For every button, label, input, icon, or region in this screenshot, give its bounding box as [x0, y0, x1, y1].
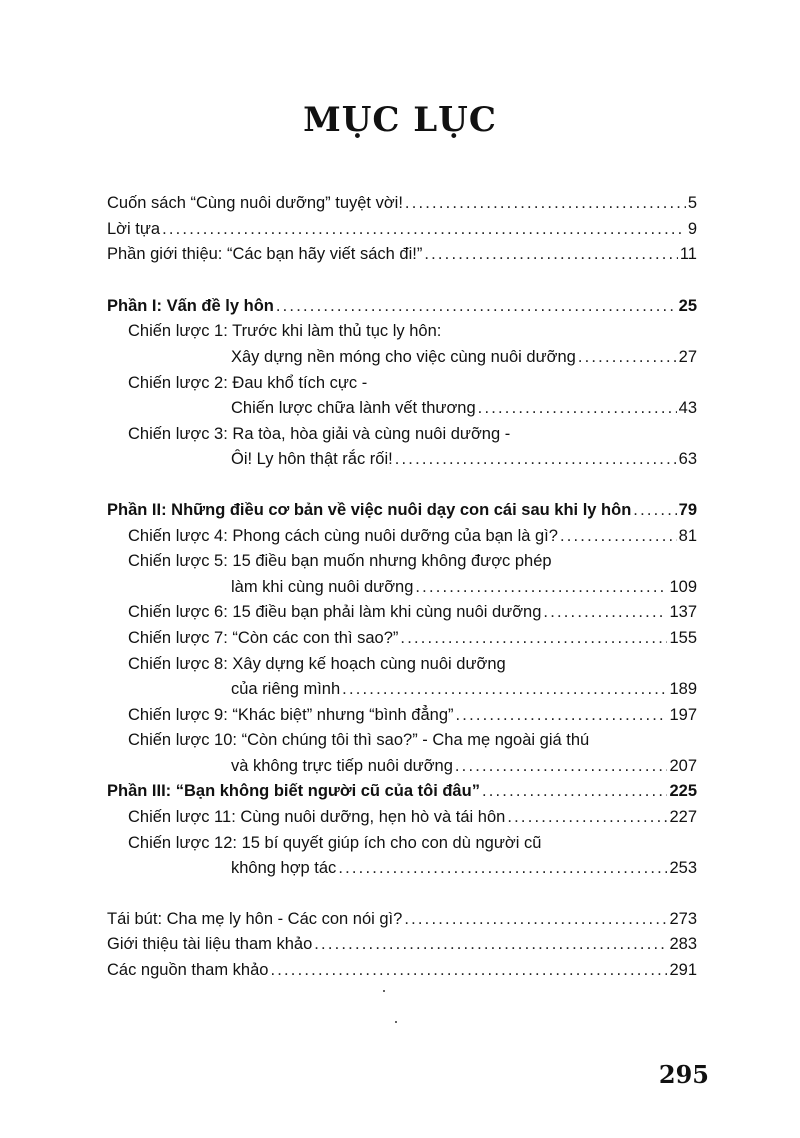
- toc-entry-label: Chiến lược 9: “Khác biệt” nhưng “bình đẳng”: [128, 705, 454, 724]
- toc-entry-page: 43: [678, 399, 697, 418]
- toc-entry-label: Lời tựa: [107, 219, 161, 238]
- toc-entry-label: Phần I: Vấn đề ly hôn: [107, 296, 274, 315]
- toc-entry-page: 5: [687, 194, 697, 212]
- toc-entry-page: 137: [669, 603, 697, 622]
- toc-entry[interactable]: [107, 958, 697, 984]
- toc-entry-page: 227: [669, 808, 697, 827]
- toc-entry-label: Chiến lược 10: “Còn chúng tôi thì sao?” - Cha mẹ ngoài giá thú: [128, 731, 590, 750]
- toc-chapter-line[interactable]: [107, 549, 697, 575]
- toc-chapter-line[interactable]: [107, 371, 697, 397]
- toc-entry[interactable]: [107, 907, 697, 933]
- toc-entry-label: Chiến lược 12: 15 bí quyết giúp ích cho con dù người cũ: [128, 833, 542, 852]
- toc-part-heading[interactable]: [107, 498, 697, 524]
- toc-entry-page: 11: [679, 245, 697, 264]
- toc-entry[interactable]: [107, 524, 697, 550]
- toc-entry[interactable]: [107, 626, 697, 652]
- toc-entry-page: 81: [678, 526, 697, 545]
- toc-entry-label: Chiến lược 3: Ra tòa, hòa giải và cùng nuôi dưỡng -: [128, 424, 511, 443]
- leader-dots: [560, 524, 677, 550]
- toc-entry-label: Chiến lược 5: 15 điều bạn muốn nhưng không được phép: [128, 552, 552, 571]
- toc-chapter-line[interactable]: [107, 831, 697, 857]
- toc-entry[interactable]: [107, 191, 697, 217]
- toc-entry[interactable]: [107, 396, 697, 422]
- toc-entry-label: Các nguồn tham khảo: [107, 961, 269, 980]
- toc-entry[interactable]: [107, 345, 697, 371]
- toc-entry-page: 283: [669, 935, 697, 954]
- leader-dots: [424, 242, 678, 268]
- ink-speck: [395, 1021, 397, 1023]
- leader-dots: [543, 600, 667, 626]
- toc-entry-label: Tái bút: Cha mẹ ly hôn - Các con nói gì?: [107, 909, 403, 928]
- page-title: MỤC LỤC: [303, 100, 497, 140]
- toc-entry-label: Chiến lược 11: Cùng nuôi dưỡng, hẹn hò và tái hôn: [128, 808, 506, 827]
- leader-dots: [578, 345, 677, 371]
- leader-dots: [162, 217, 686, 243]
- toc-entry-label: làm khi cùng nuôi dưỡng: [231, 577, 414, 596]
- toc-entry-label: Chiến lược 7: “Còn các con thì sao?”: [128, 628, 399, 647]
- toc-entry-label: của riêng mình: [231, 680, 341, 699]
- leader-dots: [400, 626, 667, 652]
- toc-chapter-line[interactable]: [107, 319, 697, 345]
- leader-dots: [338, 856, 667, 882]
- toc-entry-label: Ôi! Ly hôn thật rắc rối!: [231, 450, 393, 469]
- table-of-contents: [107, 191, 697, 984]
- toc-entry-label: Giới thiệu tài liệu tham khảo: [107, 935, 313, 954]
- leader-dots: [276, 294, 677, 320]
- toc-entry[interactable]: [107, 932, 697, 958]
- leader-dots: [482, 779, 668, 805]
- toc-entry-page: 253: [669, 859, 697, 878]
- toc-entry-page: 155: [669, 628, 697, 647]
- toc-entry[interactable]: [107, 754, 697, 780]
- leader-dots: [404, 907, 667, 933]
- toc-entry[interactable]: [107, 600, 697, 626]
- toc-entry-page: 273: [669, 909, 697, 928]
- toc-entry-label: Phần giới thiệu: “Các bạn hãy viết sách đi!”: [107, 245, 423, 264]
- leader-dots: [633, 498, 676, 524]
- toc-entry-page: 207: [669, 756, 697, 775]
- toc-entry-page: 109: [669, 577, 697, 596]
- toc-entry-label: Chiến lược 4: Phong cách cùng nuôi dưỡng của bạn là gì?: [128, 526, 558, 545]
- toc-entry[interactable]: [107, 856, 697, 882]
- leader-dots: [314, 932, 667, 958]
- leader-dots: [455, 754, 668, 780]
- leader-dots: [415, 575, 667, 601]
- leader-dots: [507, 805, 667, 831]
- leader-dots: [342, 677, 667, 703]
- toc-entry-page: 27: [678, 347, 697, 366]
- toc-entry[interactable]: [107, 217, 697, 243]
- toc-chapter-line[interactable]: [107, 728, 697, 754]
- toc-entry-label: Chiến lược 8: Xây dựng kế hoạch cùng nuôi dưỡng: [128, 654, 506, 673]
- toc-entry-label: Phần III: “Bạn không biết người cũ của tôi đâu”: [107, 782, 480, 801]
- toc-part-heading[interactable]: [107, 779, 697, 805]
- toc-entry-label: Xây dựng nền móng cho việc cùng nuôi dưỡng: [231, 347, 576, 366]
- toc-entry-label: Chiến lược chữa lành vết thương: [231, 399, 476, 418]
- toc-entry-page: 63: [678, 450, 697, 469]
- toc-entry-page: 25: [678, 296, 697, 315]
- toc-entry[interactable]: [107, 677, 697, 703]
- toc-entry-label: Chiến lược 1: Trước khi làm thủ tục ly hôn:: [128, 322, 442, 341]
- toc-chapter-line[interactable]: [107, 422, 697, 448]
- toc-entry-page: 197: [669, 705, 697, 724]
- toc-entry-label: Cuốn sách “Cùng nuôi dưỡng” tuyệt vời!: [107, 194, 403, 212]
- toc-chapter-line[interactable]: [107, 652, 697, 678]
- leader-dots: [405, 191, 686, 217]
- toc-entry[interactable]: [107, 805, 697, 831]
- page-number: 295: [658, 1060, 709, 1089]
- toc-entry-label: Chiến lược 6: 15 điều bạn phải làm khi cùng nuôi dưỡng: [128, 603, 542, 622]
- toc-entry-page: 189: [669, 680, 697, 699]
- ink-speck: [383, 990, 385, 992]
- toc-entry[interactable]: [107, 447, 697, 473]
- toc-entry-label: Chiến lược 2: Đau khổ tích cực -: [128, 373, 368, 392]
- toc-part-heading[interactable]: [107, 294, 697, 320]
- leader-dots: [270, 958, 667, 984]
- toc-entry-label: Phần II: Những điều cơ bản về việc nuôi dạy con cái sau khi ly hôn: [107, 500, 632, 519]
- toc-entry-page: 79: [678, 500, 697, 519]
- toc-entry[interactable]: [107, 703, 697, 729]
- toc-entry-page: 291: [669, 961, 697, 980]
- toc-entry-label: không hợp tác: [231, 859, 337, 878]
- toc-entry-page: 9: [687, 219, 697, 238]
- toc-entry[interactable]: [107, 242, 697, 268]
- leader-dots: [395, 447, 677, 473]
- leader-dots: [456, 703, 668, 729]
- toc-entry-page: 225: [669, 782, 697, 801]
- leader-dots: [478, 396, 677, 422]
- toc-entry-label: và không trực tiếp nuôi dưỡng: [231, 756, 453, 775]
- toc-entry[interactable]: [107, 575, 697, 601]
